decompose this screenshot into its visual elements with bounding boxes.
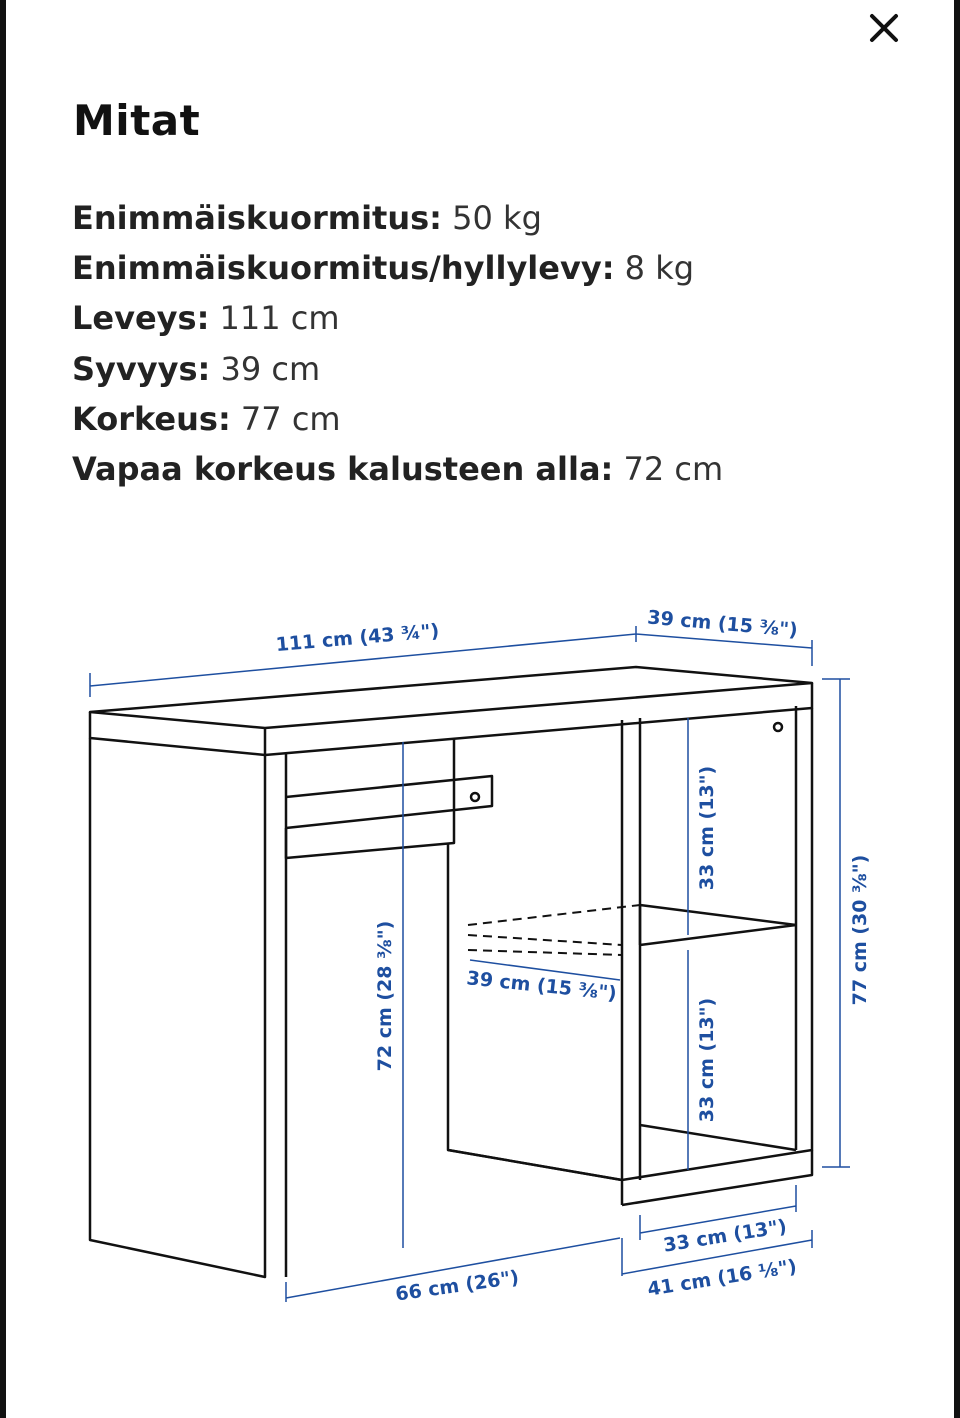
shelf-width-label: 33 cm (13"): [661, 1215, 789, 1257]
lower-shelf-height-label: 33 cm (13"): [696, 997, 718, 1123]
shelf-depth-label: 39 cm (15 ⅜"): [465, 967, 618, 1005]
height-dimension-label: 77 cm (30 ⅜"): [849, 854, 871, 1006]
desk-drawing: [90, 667, 812, 1277]
upper-shelf-height-label: 33 cm (13"): [696, 765, 718, 891]
spec-item: Vapaa korkeus kalusteen alla: 72 cm: [72, 450, 724, 489]
unit-width-label: 41 cm (16 ⅛"): [645, 1255, 799, 1301]
dimension-lines: [90, 626, 850, 1302]
spec-item: Leveys: 111 cm: [72, 299, 340, 338]
depth-dimension-label: 39 cm (15 ⅜"): [646, 606, 799, 642]
spec-item: Enimmäiskuormitus: 50 kg: [72, 199, 542, 237]
page-title: Mitat: [73, 96, 201, 145]
spec-item: Korkeus: 77 cm: [72, 399, 341, 438]
leg-gap-label: 66 cm (26"): [394, 1266, 521, 1306]
spec-item: Syvyys: 39 cm: [72, 349, 321, 388]
width-dimension-label: 111 cm (43 ¾"): [274, 619, 441, 657]
spec-item: Enimmäiskuormitus/hyllylevy: 8 kg: [72, 249, 695, 288]
clearance-dimension-label: 72 cm (28 ⅜"): [374, 920, 396, 1072]
